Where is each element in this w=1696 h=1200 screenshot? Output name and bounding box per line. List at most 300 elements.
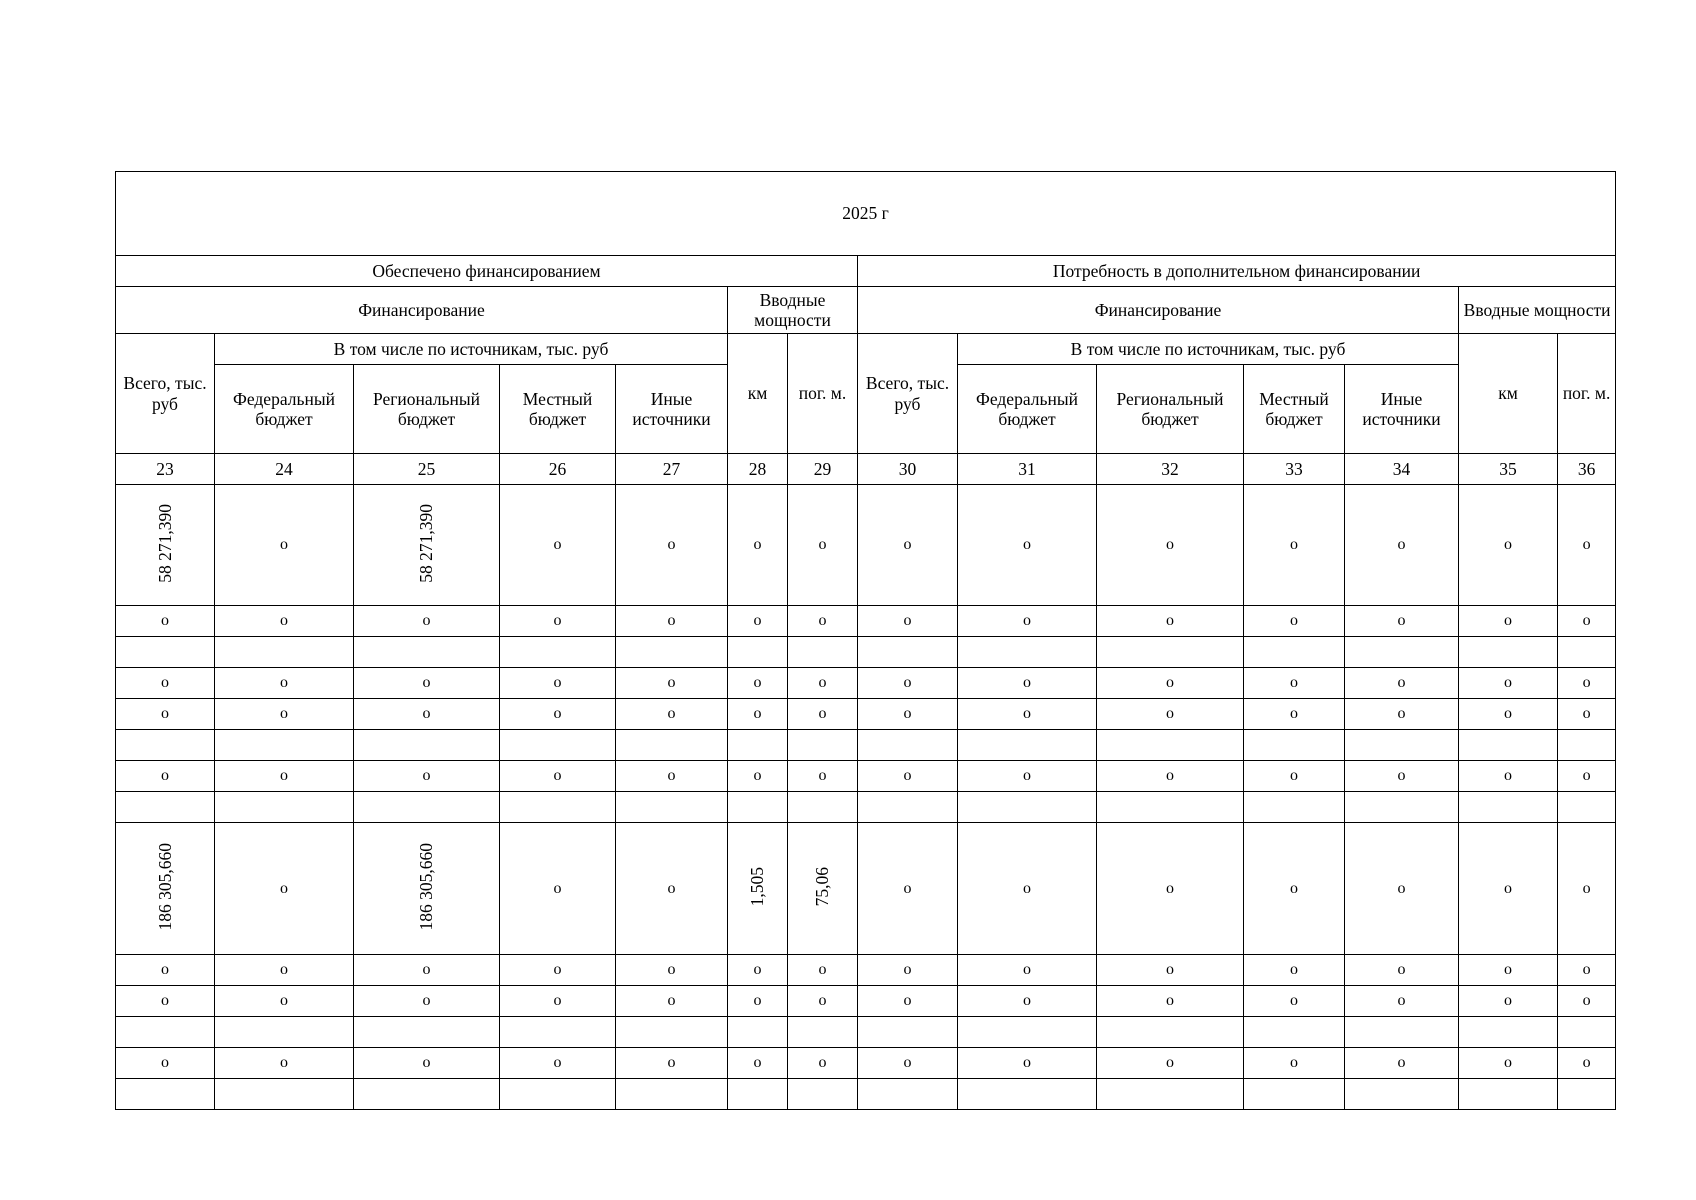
cell-value: 0 <box>1290 539 1298 553</box>
table-cell <box>958 637 1097 668</box>
table-cell <box>958 955 1097 986</box>
cell-value: 0 <box>422 1057 431 1071</box>
table-cell <box>728 606 788 637</box>
table-cell <box>788 637 858 668</box>
cell-value: 0 <box>753 539 762 553</box>
cell-value: 0 <box>1023 770 1031 784</box>
table-cell <box>858 606 958 637</box>
table-cell <box>1558 792 1616 823</box>
table-cell <box>1097 1048 1244 1079</box>
cell-value: 0 <box>1397 964 1406 978</box>
table-cell <box>958 1079 1097 1110</box>
column-number-row <box>116 454 1616 485</box>
cell-value: 0 <box>667 708 676 722</box>
table-cell <box>116 485 215 606</box>
table-cell <box>1459 485 1558 606</box>
cell-value: 0 <box>1290 883 1298 896</box>
cell-value: 0 <box>1504 1057 1512 1071</box>
table-cell <box>116 1048 215 1079</box>
table-cell <box>1459 955 1558 986</box>
table-cell <box>500 699 616 730</box>
cell-value: 0 <box>1582 708 1591 722</box>
table-cell <box>616 485 728 606</box>
table-cell <box>1244 1079 1345 1110</box>
cell-value: 0 <box>753 615 762 629</box>
cell-value: 0 <box>422 708 431 722</box>
capacity-header-additional: Вводные мощности <box>1459 287 1616 334</box>
additional-financing-header: Потребность в дополнительном финансировании <box>858 256 1616 287</box>
column-number: 26 <box>500 454 616 485</box>
table-cell <box>728 637 788 668</box>
cell-value: 0 <box>1504 708 1512 722</box>
other-header-additional: Иные источники <box>1345 365 1459 454</box>
cell-value: 0 <box>753 964 762 978</box>
cell-value: 0 <box>1397 883 1406 896</box>
cell-value: 0 <box>1397 770 1406 784</box>
table-cell <box>215 606 354 637</box>
cell-value: 0 <box>1023 708 1031 722</box>
cell-value: 0 <box>1023 995 1031 1009</box>
cell-value: 0 <box>1290 964 1298 978</box>
table-cell <box>858 699 958 730</box>
cell-value: 0 <box>553 995 562 1009</box>
cell-value: 0 <box>1397 677 1406 691</box>
other-header-secured: Иные источники <box>616 365 728 454</box>
cell-value: 0 <box>1166 1057 1174 1071</box>
table-cell <box>116 699 215 730</box>
cell-value: 0 <box>1023 964 1031 978</box>
table-cell <box>788 823 858 955</box>
table-cell <box>500 485 616 606</box>
cell-value: 0 <box>553 883 562 896</box>
column-number: 34 <box>1345 454 1459 485</box>
column-number: 25 <box>354 454 500 485</box>
table-cell <box>354 792 500 823</box>
cell-value: 0 <box>818 677 827 691</box>
cell-value: 0 <box>1290 995 1298 1009</box>
cell-value: 0 <box>667 677 676 691</box>
table-cell <box>1345 637 1459 668</box>
table-cell <box>1558 1048 1616 1079</box>
cell-value: 0 <box>1582 770 1591 784</box>
column-number: 35 <box>1459 454 1558 485</box>
cell-value: 0 <box>422 770 431 784</box>
cell-value: 0 <box>1166 539 1174 553</box>
table-cell <box>858 761 958 792</box>
cell-value: 0 <box>1290 770 1298 784</box>
table-cell <box>958 606 1097 637</box>
cell-value: 0 <box>1582 615 1591 629</box>
table-cell <box>215 792 354 823</box>
cell-value: 0 <box>1582 677 1591 691</box>
table-cell <box>1345 730 1459 761</box>
table-cell <box>116 668 215 699</box>
cell-value: 0 <box>1023 883 1031 896</box>
year-header: 2025 г <box>116 172 1616 256</box>
table-cell <box>858 1079 958 1110</box>
table-cell <box>215 955 354 986</box>
table-cell <box>616 699 728 730</box>
table-cell <box>1244 1048 1345 1079</box>
cell-value: 0 <box>753 677 762 691</box>
table-cell <box>354 485 500 606</box>
table-cell <box>500 986 616 1017</box>
table-cell <box>616 606 728 637</box>
table-row <box>116 485 1616 606</box>
table-cell <box>858 986 958 1017</box>
column-number: 27 <box>616 454 728 485</box>
table-cell <box>1345 955 1459 986</box>
table-row <box>116 637 1616 668</box>
by-sources-header-secured: В том числе по источникам, тыс. руб <box>215 334 728 365</box>
table-cell <box>1097 1017 1244 1048</box>
cell-value: 0 <box>1582 539 1591 553</box>
table-cell <box>215 699 354 730</box>
table-cell <box>858 1017 958 1048</box>
table-cell <box>728 955 788 986</box>
table-cell <box>1345 792 1459 823</box>
cell-value: 0 <box>280 995 288 1009</box>
table-cell <box>354 637 500 668</box>
cell-value: 0 <box>1582 964 1591 978</box>
cell-value: 0 <box>903 770 912 784</box>
table-cell <box>215 668 354 699</box>
table-cell <box>116 823 215 955</box>
cell-value: 0 <box>161 770 169 784</box>
federal-header-secured: Федеральный бюджет <box>215 365 354 454</box>
table-cell <box>1097 606 1244 637</box>
cell-value: 0 <box>1166 615 1174 629</box>
table-cell <box>788 1017 858 1048</box>
table-cell <box>354 955 500 986</box>
table-cell <box>1558 699 1616 730</box>
cell-value: 0 <box>1290 615 1298 629</box>
regional-header-secured: Региональный бюджет <box>354 365 500 454</box>
km-header-secured: км <box>728 334 788 454</box>
column-number: 28 <box>728 454 788 485</box>
cell-value: 0 <box>818 615 827 629</box>
cell-value: 0 <box>161 1057 169 1071</box>
cell-value: 0 <box>1504 615 1512 629</box>
financing-header-secured: Финансирование <box>116 287 728 334</box>
table-cell <box>215 730 354 761</box>
cell-value: 0 <box>753 770 762 784</box>
table-cell <box>858 1048 958 1079</box>
cell-value: 0 <box>1023 539 1031 553</box>
table-cell <box>1345 1048 1459 1079</box>
table-cell <box>858 955 958 986</box>
table-cell <box>1097 792 1244 823</box>
sources-header-row <box>116 334 1616 365</box>
table-cell <box>1244 955 1345 986</box>
table-cell <box>958 986 1097 1017</box>
table-cell <box>1459 1048 1558 1079</box>
table-cell <box>788 699 858 730</box>
cell-value: 1,505 <box>747 866 768 907</box>
table-cell <box>1459 699 1558 730</box>
table-cell <box>1459 761 1558 792</box>
pog-header-additional: пог. м. <box>1558 334 1616 454</box>
cell-value: 0 <box>280 615 288 629</box>
table-cell <box>1459 606 1558 637</box>
table-cell <box>354 730 500 761</box>
table-cell <box>1459 668 1558 699</box>
table-cell <box>500 668 616 699</box>
cell-value: 0 <box>1397 995 1406 1009</box>
table-cell <box>858 637 958 668</box>
table-cell <box>500 761 616 792</box>
cell-value: 0 <box>161 995 169 1009</box>
cell-value: 0 <box>1582 883 1591 896</box>
cell-value: 0 <box>903 708 912 722</box>
cell-value: 0 <box>1290 1057 1298 1071</box>
table-cell <box>1558 668 1616 699</box>
table-cell <box>616 986 728 1017</box>
pog-header-secured: пог. м. <box>788 334 858 454</box>
cell-value: 0 <box>903 615 912 629</box>
table-cell <box>788 792 858 823</box>
table-cell <box>1244 761 1345 792</box>
cell-value: 0 <box>818 995 827 1009</box>
cell-value: 0 <box>1166 708 1174 722</box>
table-cell <box>500 1079 616 1110</box>
table-cell <box>728 792 788 823</box>
table-cell <box>1558 637 1616 668</box>
cell-value: 0 <box>553 1057 562 1071</box>
cell-value: 0 <box>161 964 169 978</box>
group-header-row <box>116 287 1616 334</box>
table-cell <box>1345 986 1459 1017</box>
table-cell <box>1097 761 1244 792</box>
cell-value: 186 305,660 <box>154 842 175 931</box>
table-cell <box>728 485 788 606</box>
table-cell <box>788 485 858 606</box>
by-sources-header-additional: В том числе по источникам, тыс. руб <box>958 334 1459 365</box>
table-row <box>116 606 1616 637</box>
cell-value: 0 <box>280 964 288 978</box>
table-cell <box>1097 986 1244 1017</box>
cell-value: 0 <box>1166 964 1174 978</box>
table-cell <box>500 606 616 637</box>
regional-header-additional: Региональный бюджет <box>1097 365 1244 454</box>
cell-value: 0 <box>553 708 562 722</box>
table-row <box>116 1017 1616 1048</box>
cell-value: 0 <box>753 1057 762 1071</box>
table-cell <box>1345 823 1459 955</box>
cell-value: 0 <box>161 708 169 722</box>
table-cell <box>788 730 858 761</box>
cell-value: 0 <box>553 677 562 691</box>
cell-value: 0 <box>667 770 676 784</box>
table-cell <box>1244 823 1345 955</box>
column-number: 23 <box>116 454 215 485</box>
table-cell <box>215 485 354 606</box>
cell-value: 0 <box>818 964 827 978</box>
table-cell <box>616 637 728 668</box>
cell-value: 0 <box>903 677 912 691</box>
cell-value: 0 <box>667 883 676 896</box>
cell-value: 0 <box>1166 883 1174 896</box>
table-cell <box>958 1048 1097 1079</box>
local-header-secured: Местный бюджет <box>500 365 616 454</box>
cell-value: 0 <box>1397 539 1406 553</box>
table-cell <box>728 668 788 699</box>
table-cell <box>500 1048 616 1079</box>
table-cell <box>1244 606 1345 637</box>
table-cell <box>116 792 215 823</box>
cell-value: 0 <box>818 539 827 553</box>
table-cell <box>215 637 354 668</box>
cell-value: 0 <box>280 883 288 896</box>
table-cell <box>1558 485 1616 606</box>
table-cell <box>1558 606 1616 637</box>
cell-value: 0 <box>422 615 431 629</box>
table-cell <box>616 955 728 986</box>
cell-value: 0 <box>1504 677 1512 691</box>
table-cell <box>354 1017 500 1048</box>
cell-value: 75,06 <box>812 866 833 907</box>
km-header-additional: км <box>1459 334 1558 454</box>
table-cell <box>728 823 788 955</box>
table-cell <box>500 637 616 668</box>
cell-value: 0 <box>1290 677 1298 691</box>
local-header-additional: Местный бюджет <box>1244 365 1345 454</box>
cell-value: 0 <box>1504 964 1512 978</box>
table-cell <box>858 792 958 823</box>
table-cell <box>1558 1017 1616 1048</box>
table-cell <box>354 668 500 699</box>
table-cell <box>616 1017 728 1048</box>
cell-value: 0 <box>1023 677 1031 691</box>
table-row <box>116 761 1616 792</box>
table-cell <box>116 1017 215 1048</box>
table-cell <box>500 823 616 955</box>
table-cell <box>354 823 500 955</box>
column-number: 32 <box>1097 454 1244 485</box>
cell-value: 0 <box>1582 995 1591 1009</box>
table-cell <box>616 761 728 792</box>
table-cell <box>728 730 788 761</box>
table-cell <box>1558 986 1616 1017</box>
table-cell <box>354 699 500 730</box>
federal-header-additional: Федеральный бюджет <box>958 365 1097 454</box>
cell-value: 0 <box>280 708 288 722</box>
total-header-secured: Всего, тыс. руб <box>116 334 215 454</box>
table-cell <box>728 699 788 730</box>
table-cell <box>728 986 788 1017</box>
table-cell <box>1459 1079 1558 1110</box>
cell-value: 0 <box>553 770 562 784</box>
cell-value: 0 <box>280 770 288 784</box>
cell-value: 0 <box>903 883 912 896</box>
cell-value: 0 <box>161 615 169 629</box>
table-cell <box>1558 955 1616 986</box>
table-cell <box>958 761 1097 792</box>
table-cell <box>1558 1079 1616 1110</box>
cell-value: 0 <box>667 615 676 629</box>
cell-value: 0 <box>1582 1057 1591 1071</box>
table-cell <box>1097 730 1244 761</box>
cell-value: 0 <box>422 995 431 1009</box>
cell-value: 0 <box>1023 615 1031 629</box>
table-cell <box>1558 823 1616 955</box>
table-cell <box>1097 955 1244 986</box>
cell-value: 0 <box>422 677 431 691</box>
table-cell <box>215 1079 354 1110</box>
table-cell <box>1459 730 1558 761</box>
cell-value: 0 <box>667 539 676 553</box>
table-cell <box>354 761 500 792</box>
table-cell <box>788 986 858 1017</box>
table-cell <box>354 606 500 637</box>
cell-value: 0 <box>1397 615 1406 629</box>
table-cell <box>1244 792 1345 823</box>
table-cell <box>788 668 858 699</box>
cell-value: 186 305,660 <box>416 842 437 931</box>
table-cell <box>1244 730 1345 761</box>
table-cell <box>1097 668 1244 699</box>
column-number: 36 <box>1558 454 1616 485</box>
column-number: 24 <box>215 454 354 485</box>
table-cell <box>1097 1079 1244 1110</box>
total-header-additional: Всего, тыс. руб <box>858 334 958 454</box>
column-number: 33 <box>1244 454 1345 485</box>
table-cell <box>788 1048 858 1079</box>
table-cell <box>1345 606 1459 637</box>
cell-value: 0 <box>553 615 562 629</box>
table-cell <box>788 1079 858 1110</box>
table-cell <box>958 823 1097 955</box>
cell-value: 0 <box>1504 995 1512 1009</box>
financing-header-additional: Финансирование <box>858 287 1459 334</box>
table-cell <box>1345 1079 1459 1110</box>
table-cell <box>1459 1017 1558 1048</box>
table-cell <box>1097 699 1244 730</box>
table-cell <box>500 955 616 986</box>
table-cell <box>958 1017 1097 1048</box>
table-cell <box>858 823 958 955</box>
cell-value: 0 <box>903 964 912 978</box>
table-cell <box>354 1048 500 1079</box>
table-cell <box>1345 1017 1459 1048</box>
section-header-row <box>116 256 1616 287</box>
table-cell <box>958 699 1097 730</box>
cell-value: 0 <box>1397 1057 1406 1071</box>
table-cell <box>728 1017 788 1048</box>
table-cell <box>354 1079 500 1110</box>
table-cell <box>728 761 788 792</box>
cell-value: 0 <box>1504 770 1512 784</box>
table-cell <box>788 606 858 637</box>
table-cell <box>1345 485 1459 606</box>
table-cell <box>1244 485 1345 606</box>
table-cell <box>1558 730 1616 761</box>
cell-value: 0 <box>1166 677 1174 691</box>
cell-value: 0 <box>818 1057 827 1071</box>
table-cell <box>1345 668 1459 699</box>
financing-table <box>115 171 1616 1110</box>
table-cell <box>616 792 728 823</box>
table-cell <box>616 730 728 761</box>
cell-value: 0 <box>753 708 762 722</box>
column-number: 29 <box>788 454 858 485</box>
table-cell <box>116 761 215 792</box>
cell-value: 0 <box>903 1057 912 1071</box>
table-cell <box>1097 485 1244 606</box>
table-cell <box>1345 699 1459 730</box>
table-row <box>116 1048 1616 1079</box>
table-cell <box>500 1017 616 1048</box>
